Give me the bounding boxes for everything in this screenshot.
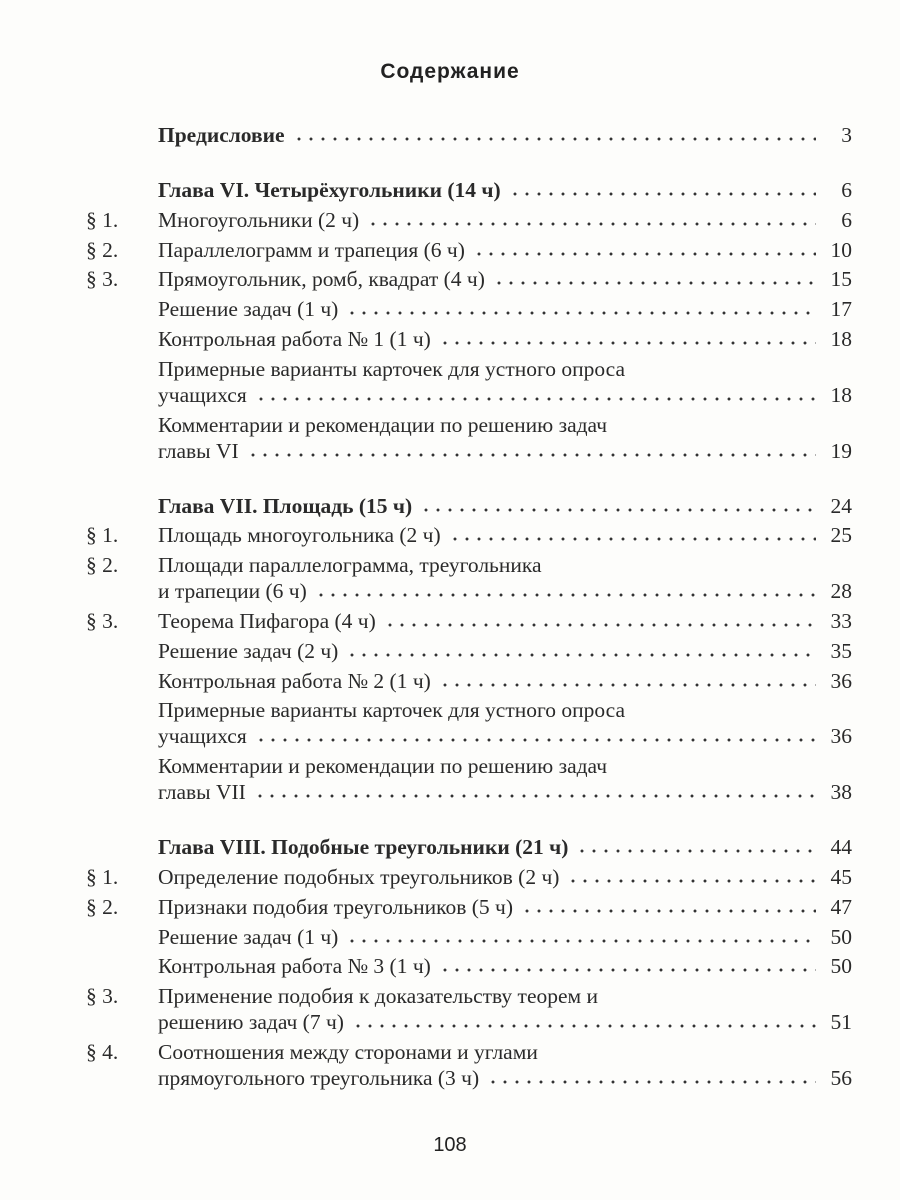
entry-title: Параллелограмм и трапеция (6 ч)	[158, 237, 465, 262]
entry-title: Глава VI. Четырёхугольники (14 ч)	[158, 178, 501, 202]
entry-title: Определение подобных треугольников (2 ч)	[158, 864, 560, 889]
entry-title: Глава VIII. Подобные треугольники (21 ч)	[158, 835, 569, 860]
entry-line	[158, 894, 852, 920]
entry-title: учащихся	[158, 724, 247, 749]
entry-title: Решение задач (2 ч)	[158, 638, 339, 663]
entry-page-number: 18	[830, 326, 852, 351]
entry-page-number: 45	[830, 864, 852, 889]
dot-leader	[255, 737, 816, 743]
entry-title: прямоугольного треугольника (3 ч)	[158, 1065, 480, 1090]
entry-title: Комментарии и рекомендации по решению задач	[158, 754, 608, 779]
dot-leader	[346, 938, 816, 944]
dot-leader	[439, 967, 816, 973]
entry-title: Многоугольники (2 ч)	[158, 207, 360, 232]
entry-line	[158, 753, 852, 779]
toc-entry[interactable]	[86, 356, 852, 408]
entry-line	[158, 326, 852, 352]
dot-leader	[487, 1079, 816, 1085]
toc-chapter-entry[interactable]	[86, 177, 852, 203]
entry-title: Применение подобия к доказательству теорем и	[158, 984, 599, 1009]
toc-section	[86, 834, 852, 1091]
toc-entry[interactable]	[86, 207, 852, 233]
entry-title: Примерные варианты карточек для устного опроса	[158, 356, 626, 381]
entry-line	[158, 638, 852, 664]
section-number: § 2.	[86, 237, 119, 262]
entry-page-number: 35	[830, 638, 852, 663]
entry-page-number: 56	[830, 1065, 852, 1090]
entry-line	[158, 122, 852, 148]
entry-title: Площадь многоугольника (2 ч)	[158, 523, 441, 548]
entry-line	[158, 697, 852, 723]
entry-line	[158, 953, 852, 979]
entry-title: Признаки подобия треугольников (5 ч)	[158, 894, 514, 919]
section-number: § 2.	[86, 553, 119, 578]
toc-entry[interactable]	[86, 864, 852, 890]
toc-entry[interactable]	[86, 953, 852, 979]
entry-page-number: 24	[830, 493, 852, 518]
entry-title: главы VII	[158, 780, 246, 805]
entry-page-number: 15	[830, 267, 852, 292]
entry-page-number: 10	[830, 237, 852, 262]
entry-title: Соотношения между сторонами и углами	[158, 1039, 538, 1064]
entry-title: и трапеции (6 ч)	[158, 579, 307, 604]
toc-entry[interactable]	[86, 668, 852, 694]
dot-leader	[473, 251, 816, 257]
dot-leader	[315, 592, 816, 598]
entry-line	[158, 412, 852, 438]
entry-title: Решение задач (1 ч)	[158, 297, 339, 322]
entry-line	[158, 382, 852, 408]
section-number: § 3.	[86, 608, 119, 633]
dot-leader	[439, 682, 816, 688]
section-number: § 1.	[86, 207, 119, 232]
entry-page-number: 3	[841, 123, 852, 147]
toc-chapter-entry[interactable]	[86, 493, 852, 519]
toc-entry[interactable]	[86, 522, 852, 548]
entry-line	[158, 1065, 852, 1091]
dot-leader	[449, 536, 816, 542]
dot-leader	[293, 136, 816, 142]
entry-page-number: 6	[841, 178, 852, 202]
dot-leader	[420, 507, 816, 513]
section-number: § 2.	[86, 894, 119, 919]
entry-page-number: 28	[830, 579, 852, 604]
entry-page-number: 47	[830, 894, 852, 919]
dot-leader	[567, 878, 816, 884]
entry-title: Предисловие	[158, 123, 285, 147]
entry-title: Комментарии и рекомендации по решению задач	[158, 412, 608, 437]
page-title: Содержание	[380, 60, 520, 83]
toc-entry[interactable]	[86, 326, 852, 352]
entry-line	[158, 522, 852, 548]
entry-line	[158, 983, 852, 1009]
entry-page-number: 51	[830, 1010, 852, 1035]
dot-leader	[352, 1023, 816, 1029]
dot-leader	[367, 221, 816, 227]
entry-title: Решение задач (1 ч)	[158, 924, 339, 949]
dot-leader	[521, 908, 816, 914]
toc-section	[86, 177, 852, 464]
entry-page-number: 50	[830, 954, 852, 979]
entry-line	[158, 578, 852, 604]
toc-entry[interactable]	[86, 697, 852, 749]
dot-leader	[493, 280, 816, 286]
entry-line	[158, 723, 852, 749]
entry-line	[158, 493, 852, 519]
section-number: § 4.	[86, 1039, 119, 1064]
entry-line	[158, 668, 852, 694]
dot-leader	[247, 452, 816, 458]
entry-page-number: 36	[830, 724, 852, 749]
toc-entry[interactable]	[86, 608, 852, 634]
toc-chapter-entry[interactable]	[86, 834, 852, 860]
dot-leader	[439, 340, 816, 346]
dot-leader	[509, 191, 816, 197]
toc-section	[86, 493, 852, 806]
entry-page-number: 17	[830, 297, 852, 322]
entry-line	[158, 237, 852, 263]
entry-title: решению задач (7 ч)	[158, 1010, 344, 1035]
toc-entry[interactable]	[86, 552, 852, 604]
entry-title: Контрольная работа № 1 (1 ч)	[158, 326, 431, 351]
section-number: § 1.	[86, 864, 119, 889]
entry-title: Прямоугольник, ромб, квадрат (4 ч)	[158, 267, 485, 292]
entry-title: Площади параллелограмма, треугольника	[158, 553, 542, 578]
page-number: 108	[433, 1134, 467, 1156]
toc-chapter-entry[interactable]	[86, 122, 852, 148]
entry-line	[158, 834, 852, 860]
toc-entry[interactable]	[86, 296, 852, 322]
entry-line	[158, 207, 852, 233]
entry-title: Теорема Пифагора (4 ч)	[158, 608, 376, 633]
entry-title: Глава VII. Площадь (15 ч)	[158, 493, 413, 518]
dot-leader	[346, 652, 816, 658]
toc-entry[interactable]	[86, 266, 852, 292]
toc-entry[interactable]	[86, 1039, 852, 1091]
section-number: § 3.	[86, 267, 119, 292]
entry-title: Контрольная работа № 3 (1 ч)	[158, 954, 431, 979]
dot-leader	[255, 396, 816, 402]
dot-leader	[384, 622, 816, 628]
entry-page-number: 50	[830, 924, 852, 949]
entry-title: Контрольная работа № 2 (1 ч)	[158, 668, 431, 693]
entry-page-number: 6	[841, 207, 852, 232]
toc-entry[interactable]	[86, 237, 852, 263]
entry-line	[158, 1009, 852, 1035]
entry-line	[158, 864, 852, 890]
section-number: § 1.	[86, 523, 119, 548]
section-number: § 3.	[86, 984, 119, 1009]
entry-page-number: 25	[830, 523, 852, 548]
entry-title: главы VI	[158, 438, 239, 463]
entry-line	[158, 608, 852, 634]
entry-title: учащихся	[158, 382, 247, 407]
entry-page-number: 33	[830, 608, 852, 633]
entry-line	[158, 438, 852, 464]
toc-entry[interactable]	[86, 412, 852, 464]
toc-entry[interactable]	[86, 638, 852, 664]
entry-page-number: 38	[830, 780, 852, 805]
entry-line	[158, 1039, 852, 1065]
entry-line	[158, 779, 852, 805]
entry-page-number: 44	[830, 835, 852, 860]
entry-title: Примерные варианты карточек для устного опроса	[158, 698, 626, 723]
toc-entry[interactable]	[86, 924, 852, 950]
entry-line	[158, 177, 852, 203]
entry-page-number: 36	[830, 668, 852, 693]
entry-line	[158, 296, 852, 322]
entry-line	[158, 924, 852, 950]
dot-leader	[254, 793, 816, 799]
dot-leader	[576, 848, 816, 854]
toc-entry[interactable]	[86, 753, 852, 805]
toc-section	[86, 122, 852, 148]
entry-line	[158, 266, 852, 292]
entry-line	[158, 356, 852, 382]
table-of-contents	[86, 122, 852, 1120]
entry-page-number: 19	[830, 438, 852, 463]
toc-entry[interactable]	[86, 983, 852, 1035]
dot-leader	[346, 310, 816, 316]
entry-line	[158, 552, 852, 578]
entry-page-number: 18	[830, 382, 852, 407]
toc-entry[interactable]	[86, 894, 852, 920]
